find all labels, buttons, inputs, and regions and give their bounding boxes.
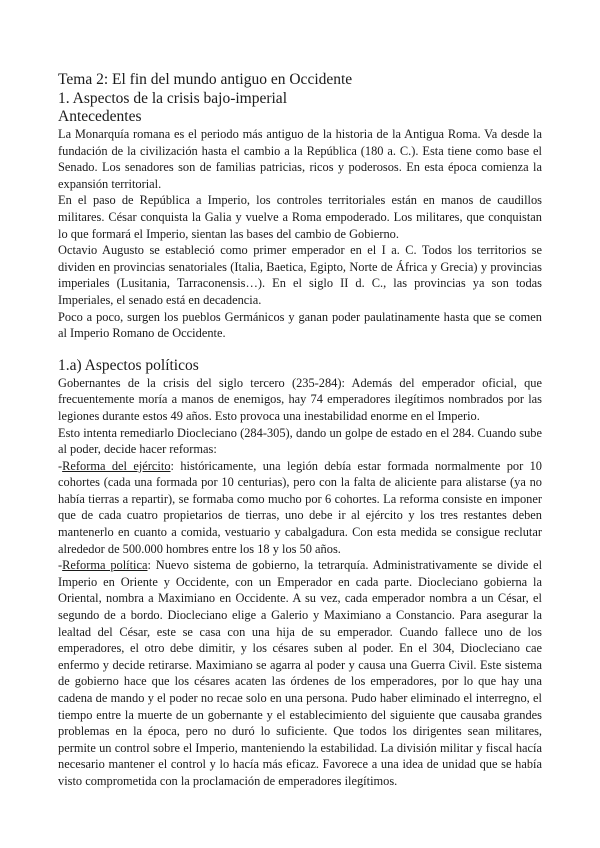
paragraph-octavio-augusto: Octavio Augusto se estableció como primer emperador en el I a. C. Todos los territorios se dividen en provincias senatoriales (Italia, Baetica, Egipto, Norte de África y Grecia) y provincias imperiales (Lusitania, Tarraconensis…). En el siglo II d. C., las provincias ya son todas Imperiales, el senado está en decadencia. xyxy=(58,243,542,307)
subheading-antecedentes: Antecedentes xyxy=(58,108,142,125)
paragraph-monarquia: La Monarquía romana es el periodo más antiguo de la historia de la Antigua Roma. Va desde la fundación de la civilización hasta el cambio a la República (180 a. C.). Esta tiene como base el Senado. Los senadores son de familias patricias, ricos y poderosos. En esta época comienza la expansión territorial. xyxy=(58,127,542,191)
document-title: Tema 2: El fin del mundo antiguo en Occidente xyxy=(58,71,353,88)
label-reforma-politica: Reforma política xyxy=(62,558,148,573)
text-reforma-ejercito: : históricamente, una legión debía estar formada normalmente por 10 cohortes (cada una formada por 10 centurias), pero con la falta de aliciente para alistarse (ya no había tierras a repartir), se formaba como mucho por 6 cohortes. La reforma consiste en imponer que de cada cuatro propietarios de tierras, uno debe ir al ejército y los tres restantes deben mantenerlo en cuanto a comida, vestuario y cabalgadura. Con esta medida se consigue reclutar alrededor de 500.000 hombres entre los 18 y los 50 años. xyxy=(58,458,542,556)
paragraph-reforma-ejercito xyxy=(58,458,542,558)
paragraph-crisis-siglo-tercero: Gobernantes de la crisis del siglo tercero (235-284): Además del emperador oficial, que frecuentemente moría a manos de enemigos, hay 74 emperadores ilegítimos nombrados por las legiones durante estos 49 años. Esto provoca una inestabilidad enorme en el Imperio. xyxy=(58,375,542,423)
document-page xyxy=(58,70,542,790)
section-heading-aspectos-crisis: 1. Aspectos de la crisis bajo-imperial xyxy=(58,90,287,107)
spacer xyxy=(58,342,542,357)
label-reforma-ejercito: Reforma del ejército xyxy=(62,458,171,473)
list-dash: - xyxy=(58,558,63,573)
list-dash: - xyxy=(58,458,63,473)
subheading-aspectos-politicos: 1.a) Aspectos políticos xyxy=(58,356,199,374)
paragraph-republica-imperio: En el paso de República a Imperio, los controles territoriales están en manos de caudillos militares. César conquista la Galia y vuelve a Roma empoderado. Los militares, que conquistan lo que formará el Imperio, sientan las bases del cambio de Gobierno. xyxy=(58,193,542,241)
paragraph-diocleciano: Esto intenta remediarlo Diocleciano (284-305), dando un golpe de estado en el 284. Cuando sube al poder, decide hacer reformas: xyxy=(58,425,542,457)
paragraph-reforma-politica xyxy=(58,557,542,789)
paragraph-pueblos-germanicos: Poco a poco, surgen los pueblos Germánicos y ganan poder paulatinamente hasta que se comen al Imperio Romano de Occidente. xyxy=(58,309,542,341)
text-reforma-politica: : Nuevo sistema de gobierno, la tetrarquía. Administrativamente se divide el Imperio en Oriente y Occidente, con un Emperador en cada parte. Diocleciano gobierna la Oriental, nombra a Maximiano en Occidente. A su vez, cada emperador nombra a un César, el segundo de a bordo. Diocleciano elige a Galerio y Maximiano a Constancio. Para asegurar la lealtad del César, este se casa con una hija de su emperador. Cuando fallece uno de los emperadores, el otro debe dimitir, y los césares suben al poder. En el 304, Diocleciano cae enfermo y decide retirarse. Maximiano se agarra al poder y causa una Guerra Civil. Este sistema de gobierno hace que los césares acaten las órdenes de los emperadores, por lo que hay una cadena de mando y el poder no recae solo en una persona. Pudo haber eliminado el interregno, el tiempo entre la muerte de un gobernante y el establecimiento del siguiente que causaba grandes problemas en la época, pero no duró lo suficiente. Que todos los dirigentes sean militares, permite un control sobre el Imperio, manteniendo la estabilidad. La división militar y fiscal hacía necesario mantener el control y lo hacía más eficaz. Favorece a una idea de unidad que se había visto comprometida con la proclamación de emperadores ilegítimos. xyxy=(58,558,543,788)
